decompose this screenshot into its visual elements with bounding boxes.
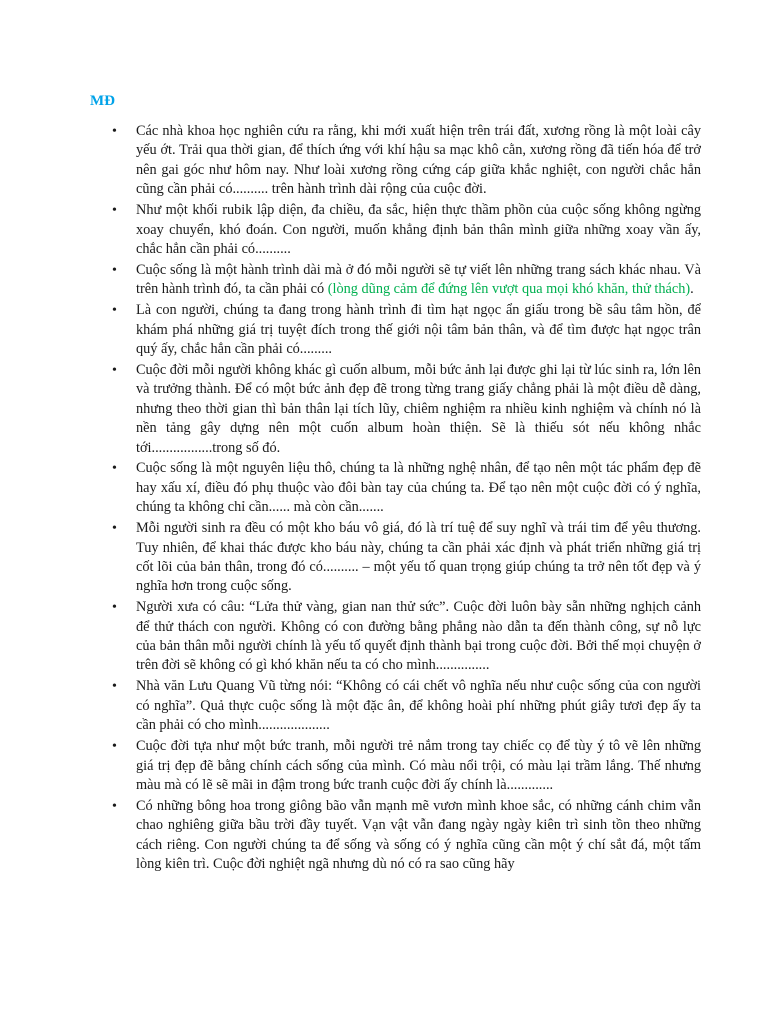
bullet-icon: • — [112, 600, 117, 616]
bullet-icon: • — [112, 521, 117, 537]
list-item — [112, 459, 701, 517]
list-item-text: Như một khối rubik lập diện, đa chiều, đa sắc, hiện thực thầm phồn của cuộc sống không ngừng xoay chuyển, khó đoán. Con người, muốn khẳng định bản thân mình giữa những xoay vần ấy, chắc hẳn cần phải có.......... — [136, 202, 701, 257]
bullet-icon: • — [112, 262, 117, 278]
bullet-icon: • — [112, 203, 117, 219]
list-item-text: Các nhà khoa học nghiên cứu ra rằng, khi mới xuất hiện trên trái đất, xương rồng là một loài cây yếu ớt. Trải qua thời gian, để thích ứng với khí hậu sa mạc khô cằn, xương rồng đã tiến hóa để trở nên gai góc như hôm nay. Như loài xương rồng cứng cáp giữa khắc nghiệt, con người chắc hẳn cũng cần phải có.......... trên hành trình dài rộng của cuộc đời. — [136, 123, 701, 198]
list-item-text: Cuộc sống là một hành trình dài mà ở đó mỗi người sẽ tự viết lên những trang sách khác nhau. Và trên hành trình đó, ta cần phải có — [136, 261, 701, 298]
bullet-icon: • — [112, 461, 117, 477]
bullet-list — [112, 122, 701, 876]
list-item — [112, 519, 701, 597]
list-item-text: Là con người, chúng ta đang trong hành trình đi tìm hạt ngọc ẩn giấu trong bề sâu tâm hồn, để khám phá những giá trị tuyệt đích trong thế giới nội tâm bản thân, và để tìm được hạt ngọc trân quý ấy, chắc hẳn cần phải có......... — [136, 302, 701, 357]
list-item — [112, 261, 701, 300]
list-item — [112, 301, 701, 359]
highlighted-answer: (lòng dũng cảm để đứng lên vượt qua mọi khó khăn, thử thách) — [327, 281, 691, 298]
section-heading: MĐ — [90, 93, 115, 109]
list-item — [112, 361, 701, 458]
list-item-text: Cuộc đời tựa như một bức tranh, mỗi người trẻ nắm trong tay chiếc cọ để tùy ý tô vẽ lên những giá trị đẹp đẽ bằng chính cách sống của mình. Có màu nổi trội, có màu lại trầm lắng. Thế nhưng màu mà có lẽ sẽ mãi in đậm trong bức tranh cuộc đời ấy chính là............. — [136, 738, 701, 793]
list-item-text: Cuộc đời mỗi người không khác gì cuốn album, mỗi bức ảnh lại được ghi lại từ lúc sinh ra, lớn lên và trưởng thành. Để có một bức ảnh đẹp đẽ trong từng trang giấy chẳng phải là một điều dễ dàng, nhưng theo thời gian thì bản thân lại tích lũy, chiêm nghiệm ra nhiều kinh nghiệm và chính nó là nền tảng gây dựng nên một cuốn album hoàn thiện. Sẽ là thiếu sót nếu không nhắc tới.................trong số đó. — [136, 361, 701, 456]
list-item — [112, 201, 701, 259]
bullet-icon: • — [112, 798, 117, 814]
list-item-text: Có những bông hoa trong giông bão vẫn mạnh mẽ vươn mình khoe sắc, có những cánh chim vẫn chao nghiêng giữa bầu trời đầy tuyết. Vạn vật vẫn đang ngày ngày kiên trì sinh tồn theo những cách riêng. Con người chúng ta để sống và sống có ý nghĩa cũng cần một ý chí sắt đá, một tấm lòng kiên trì. Cuộc đời nghiệt ngã nhưng dù nó có ra sao cũng hãy — [136, 797, 701, 873]
list-item — [112, 677, 701, 735]
list-item-text: Cuộc sống là một nguyên liệu thô, chúng ta là những nghệ nhân, để tạo nên một tác phẩm đẹp đẽ hay xấu xí, điều đó phụ thuộc vào đôi bàn tay của chúng ta. Để tạo nên một cuộc đời có ý nghĩa, chúng ta không chỉ cần...... mà còn cần....... — [136, 460, 701, 516]
bullet-icon: • — [112, 679, 117, 695]
list-item-text: Mỗi người sinh ra đều có một kho báu vô giá, đó là trí tuệ để suy nghĩ và trái tim để yêu thương. Tuy nhiên, để khai thác được kho báu này, chúng ta cần phải xác định và phát triển những giá trị cốt lõi của bản thân, trong đó có.......... – một yếu tố quan trọng giúp chúng ta trở nên tốt đẹp và ý nghĩa hơn trong cuộc sống. — [136, 520, 701, 595]
list-item-text: Nhà văn Lưu Quang Vũ từng nói: “Không có cái chết vô nghĩa nếu như cuộc sống của con người có nghĩa”. Quả thực cuộc sống là một đặc ân, để không hoài phí những phút giây tươi đẹp ấy ta cần phải có cho mình.................... — [136, 678, 701, 734]
bullet-icon: • — [112, 739, 117, 755]
list-item-tail: . — [690, 281, 694, 298]
bullet-icon: • — [112, 124, 117, 139]
list-item — [112, 598, 701, 676]
list-item — [112, 737, 701, 795]
bullet-icon: • — [112, 362, 117, 378]
list-item-text: Người xưa có câu: “Lửa thử vàng, gian nan thử sức”. Cuộc đời luôn bày sẵn những nghịch cảnh để thử thách con người. Không có con đường bằng phẳng nào dẫn ta đến thành công, sự nỗ lực của bản thân mỗi người chính là yếu tố quyết định thành bại trong cuộc đời. Bởi thế mọi chuyện ở trên đời sẽ không có gì khó khăn nếu ta có cho mình............... — [136, 599, 701, 674]
list-item — [112, 122, 701, 200]
bullet-icon: • — [112, 303, 117, 319]
list-item — [112, 797, 701, 875]
